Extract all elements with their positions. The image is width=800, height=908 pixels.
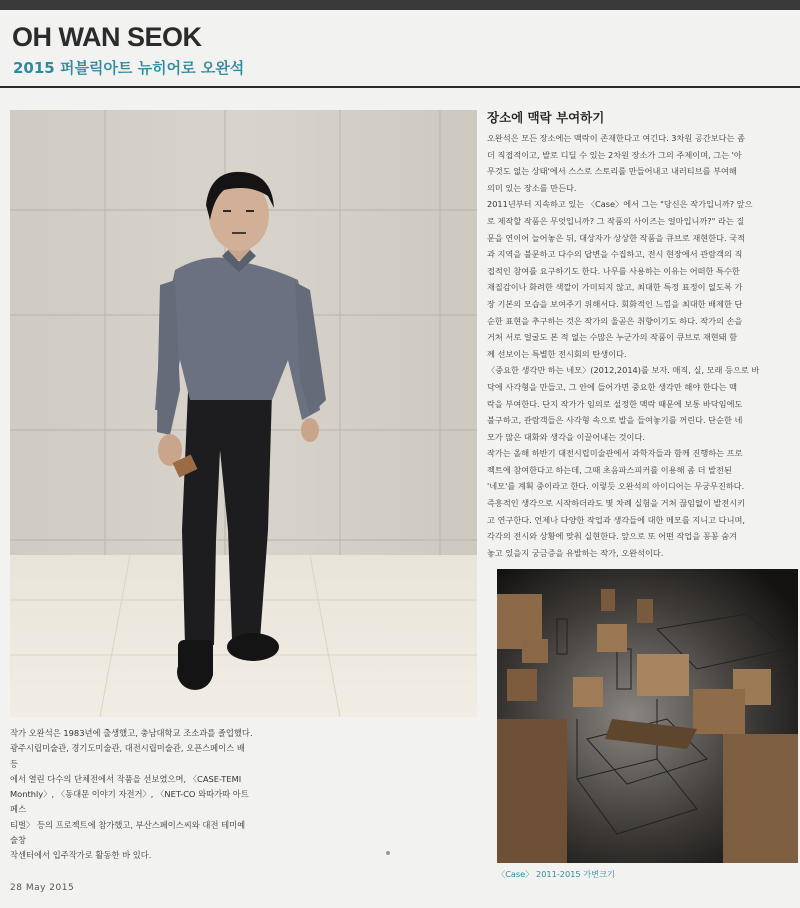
page-dot (386, 851, 390, 855)
body-line: '네모'를 계획 중이라고 한다. 이렇듯 오완석의 아이디어는 무궁무진하다. (487, 481, 745, 492)
body-line: 접적인 참여를 요구하기도 한다. 나무를 사용하는 이유는 어떠한 특수한 (487, 265, 740, 276)
body-line: 각각의 전시와 상황에 맞춰 실현한다. 앞으로 또 어떤 작업을 꽁꽁 숨겨 (487, 531, 738, 542)
caption-line: 광주시립미술관, 경기도미술관, 대전시립미술관, 오픈스페이스 배 등 (10, 743, 245, 769)
body-line: 닥에 사각형을 만들고, 그 안에 들어가면 중요한 생각만 해야 한다는 맥 (487, 381, 738, 392)
body-line: 순한 표현을 추구하는 것은 작가의 울곧은 취향이기도 하다. 작가의 손을 (487, 315, 743, 326)
caption-line: 작센터에서 입주작가로 활동한 바 있다. (10, 850, 152, 861)
body-line: 작가는 올해 하반기 대전시립미술관에서 과학자들과 함께 진행하는 프로 (487, 448, 743, 459)
body-line: 모가 많은 대화와 생각을 이끌어내는 것이다. (487, 431, 645, 442)
body-line: 께 선보이는 특별한 전시회의 탄생이다. (487, 348, 627, 359)
page-number: 28 May 2015 (10, 883, 75, 893)
page-title: OH WAN SEOK (12, 22, 202, 52)
body-line: 로 제작할 작품은 무엇입니까? 그 작품의 사이즈는 얼마입니까?" 라는 질 (487, 215, 745, 226)
caption-line: 티벌〉 등의 프로젝트에 참가했고, 부산스페이스씨와 대전 테미예술창 (10, 819, 246, 846)
article-body (487, 130, 790, 561)
caption-line: Monthly〉, 〈동대문 이야기 자전거〉, 〈NET-CO 와따가따 아트 페스 (10, 789, 249, 815)
body-line: 거쳐 서로 얼굴도 본 적 없는 수많은 누군가의 작품이 큐브로 재현돼 함 (487, 332, 738, 343)
body-line: 무것도 없는 상태'에서 스스로 스토리를 만들어내고 내러티브를 부여해 (487, 166, 737, 177)
body-line: 장 기본의 모습을 보여주기 위해서다. 회화적인 느낌을 최대한 배제한 단 (487, 298, 743, 309)
artist-bio-caption (10, 726, 253, 864)
exhibit-caption: 〈Case〉 2011-2015 가변크기 (497, 869, 615, 879)
body-line: 〈중요한 생각만 하는 네모〉(2012,2014)를 보자. 매직, 실, 모래 등으로 바 (487, 365, 760, 376)
body-line: 불구하고, 관람객들은 사각형 속으로 발을 들여놓기를 꺼린다. 단순한 네 (487, 415, 743, 426)
body-line: 문을 연이어 늘어놓은 뒤, 대상자가 상상한 작품을 큐브로 재현한다. 국적 (487, 232, 745, 243)
header-rule (0, 86, 800, 88)
body-line: 더 직접적이고, 발로 디딜 수 있는 2차원 장소가 그의 주제이며, 그는 '아 (487, 149, 742, 160)
body-line: 과 지역을 불문하고 다수의 답변을 수집하고, 전시 현장에서 관람객의 직 (487, 249, 743, 260)
body-line: 고 연구한다. 언제나 다양한 작업과 생각들에 대한 메모를 지니고 다니며, (487, 514, 745, 525)
body-line: 오완석은 모든 장소에는 맥락이 존재한다고 여긴다. 3차원 공간보다는 좀 (487, 133, 745, 143)
top-bar (0, 0, 800, 10)
body-line: 즉흥적인 생각으로 시작하더라도 몇 차례 실험을 거쳐 끊임없이 발전시키 (487, 498, 746, 509)
caption-line: 작가 오완석은 1983년에 출생했고, 충남대학교 조소과를 졸업했다. (10, 728, 253, 738)
body-line: 놓고 있을지 궁금증을 유발하는 작가, 오완석이다. (487, 547, 664, 558)
exhibit-photo (497, 569, 798, 863)
body-line: 재질감이나 화려한 색깔이 가미되지 않고, 최대한 특정 표정이 없도록 가 (487, 282, 743, 293)
page-subtitle: 2015 퍼블릭아트 뉴히어로 오완석 (13, 59, 245, 77)
body-line: 젝트에 참여한다고 하는데, 그때 초음파스피커를 이용해 좀 더 발전된 (487, 464, 732, 475)
body-line: 의미 있는 장소를 만든다. (487, 182, 577, 193)
body-line: 락을 부여한다. 단지 작가가 임의로 설정한 맥락 때문에 보통 바닥임에도 (487, 398, 743, 409)
portrait-photo (10, 110, 477, 717)
section-heading: 장소에 맥락 부여하기 (487, 110, 605, 125)
caption-line: 에서 열린 다수의 단체전에서 작품을 선보였으며, 〈CASE-TEMI (10, 773, 242, 784)
body-line: 2011년부터 지속하고 있는 〈Case〉에서 그는 "당신은 작가입니까? 앞으 (487, 199, 753, 210)
